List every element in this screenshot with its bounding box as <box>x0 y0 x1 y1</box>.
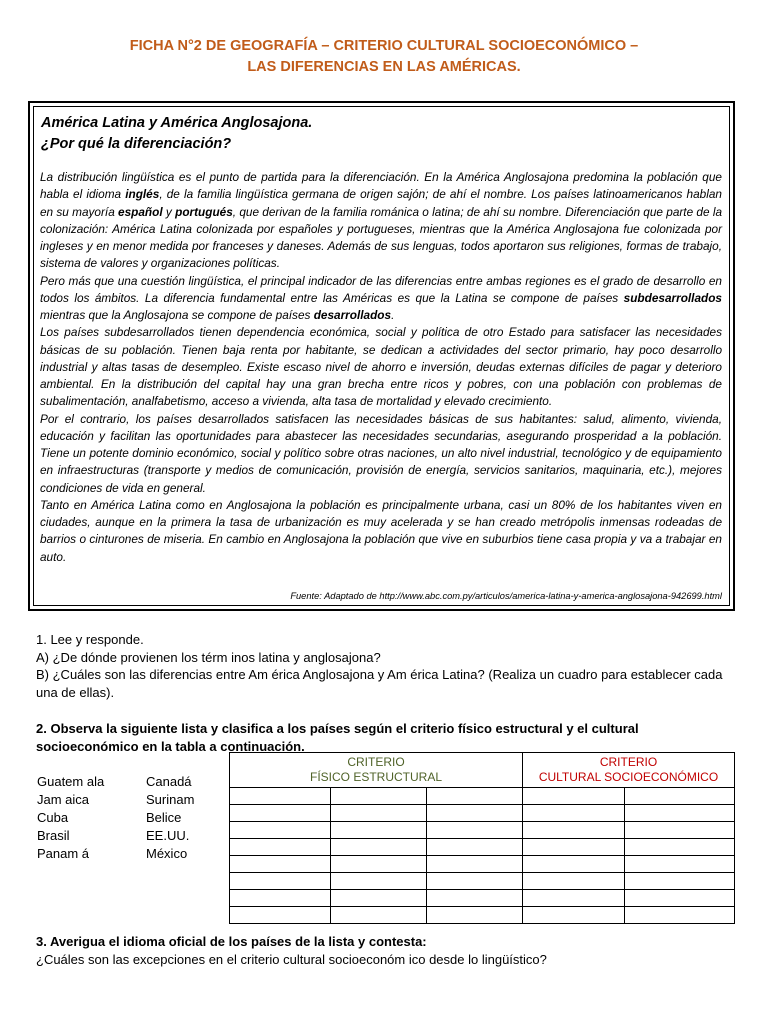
bold-term: español <box>118 204 163 219</box>
table-cell[interactable] <box>230 890 331 907</box>
reading-body <box>40 169 722 566</box>
question-1-title: 1. Lee y responde. <box>36 632 144 647</box>
text-span: , que derivan de la familia románica o latina; de ahí su nombre. Diferenciación que parte de la colonización: América Latina colonizada por españoles y portugueses, mientras que la América Anglosajona fue colonizada por ingleses y en menor medida por franceses y daneses. Además de sus lenguas, todos aportaron sus religiones, formas de trabajo, sistema de valores y organizaciones políticas. <box>40 204 723 271</box>
table-cell[interactable] <box>230 805 331 822</box>
table-cell[interactable] <box>625 856 735 873</box>
table-row <box>230 788 735 805</box>
table-row <box>230 822 735 839</box>
bold-term: subdesarrollados <box>623 290 722 305</box>
reading-paragraph-4: Por el contrario, los países desarrollados satisfacen las necesidades básicas de sus habitantes: salud, alimento, vivienda, educación y facilitan las oportunidades para abastecer las necesidades secundarias, asegurando prosperidad a la población. Tiene un potente dominio económico, social y político sobre otras naciones, un alto nivel industrial, tecnológico y de equipamiento en infraestructuras (transporte y medios de comunicación, provisión de energía, servicios sanitarios, maquinaria, etc.), mejores condiciones de vida en general. <box>40 411 722 495</box>
table-cell[interactable] <box>427 788 523 805</box>
table-cell[interactable] <box>625 788 735 805</box>
title-line-1: FICHA N°2 DE GEOGRAFÍA – CRITERIO CULTURAL SOCIOECONÓMICO – <box>129 38 639 54</box>
country-name: Canadá <box>146 774 192 789</box>
header-physical-line-2: FÍSICO ESTRUCTURAL <box>309 770 442 784</box>
table-cell[interactable] <box>427 822 523 839</box>
country-row <box>37 809 194 827</box>
table-cell[interactable] <box>523 805 625 822</box>
text-span: y <box>162 204 176 219</box>
country-row <box>37 845 194 863</box>
country-row <box>37 773 194 791</box>
header-cultural-criterion <box>523 753 735 788</box>
table-cell[interactable] <box>230 822 331 839</box>
table-cell[interactable] <box>331 907 427 924</box>
text-span: . <box>391 308 395 322</box>
table-cell[interactable] <box>331 890 427 907</box>
page-title <box>0 36 768 78</box>
table-row <box>230 890 735 907</box>
table-cell[interactable] <box>427 839 523 856</box>
country-name: Guatem ala <box>37 774 105 789</box>
reading-heading-line-2: ¿Por qué la diferenciación? <box>41 136 232 152</box>
table-cell[interactable] <box>625 890 735 907</box>
table-cell[interactable] <box>331 788 427 805</box>
question-1 <box>36 631 736 701</box>
reading-paragraph-3: Los países subdesarrollados tienen dependencia económica, social y política de otro Estado para satisfacer las necesidades básicas de su población. Tienen baja renta por habitante, se dedican a actividades del sector primario, hay poco desarrollo industrial y altas tasas de desempleo. Existe escaso nivel de ahorro e inversión, deudas externas difíciles de pagar y deterioro ambiental. En la distribución del capital hay una gran brecha entre ricos y pobres, con una población con problemas de subalimentación, analfabetismo, acceso a vivienda, alta tasa de mortalidad y elevado crecimiento. <box>40 325 722 409</box>
text-span: , de la familia lingüística germana de origen sajón; de ahí el nombre. Los países latinoamericanos hablan en su mayoría <box>40 187 722 219</box>
table-cell[interactable] <box>523 907 625 924</box>
question-3 <box>36 933 736 968</box>
classification-table <box>229 752 735 924</box>
bold-term: portugués <box>175 204 233 219</box>
country-row <box>37 827 194 845</box>
table-cell[interactable] <box>427 873 523 890</box>
table-row <box>230 856 735 873</box>
table-cell[interactable] <box>331 805 427 822</box>
source-citation: Fuente: Adaptado de http://www.abc.com.py/articulos/america-latina-y-america-anglosajona-942699.html <box>290 591 722 601</box>
question-3-title: 3. Averigua el idioma oficial de los países de la lista y contesta: <box>36 934 427 949</box>
country-name: Cuba <box>37 810 69 825</box>
text-span: La distribución lingüística es el punto de partida para la diferenciación. En la América Anglosajona predomina la población que habla el idioma <box>40 170 722 202</box>
reading-box <box>28 101 735 611</box>
header-cultural-line-2: CULTURAL SOCIOECONÓMICO <box>538 770 719 784</box>
table-cell[interactable] <box>331 839 427 856</box>
table-cell[interactable] <box>427 907 523 924</box>
table-row <box>230 839 735 856</box>
table-cell[interactable] <box>331 822 427 839</box>
country-list <box>37 773 194 863</box>
table-cell[interactable] <box>523 890 625 907</box>
question-2-title: 2. Observa la siguiente lista y clasifica a los países según el criterio físico estructural y el cultural socioeconómico en la tabla a continuación. <box>36 721 639 754</box>
reading-paragraph-2 <box>40 273 722 325</box>
table-cell[interactable] <box>427 890 523 907</box>
question-3-text: ¿Cuáles son las excepciones en el criterio cultural socioeconóm ico desde lo lingüístico? <box>36 951 547 967</box>
table-row <box>230 907 735 924</box>
question-1-b: B) ¿Cuáles son las diferencias entre Am érica Anglosajona y Am érica Latina? (Realiza un cuadro para establecer cada una de ellas). <box>36 667 723 700</box>
reading-heading-line-1: América Latina y América Anglosajona. <box>41 115 313 131</box>
table-cell[interactable] <box>523 873 625 890</box>
header-cultural-line-1: CRITERIO <box>599 755 658 769</box>
table-cell[interactable] <box>230 907 331 924</box>
country-row <box>37 791 194 809</box>
question-1-a: A) ¿De dónde provienen los térm inos latina y anglosajona? <box>36 649 381 665</box>
table-cell[interactable] <box>523 856 625 873</box>
country-name: EE.UU. <box>146 828 190 843</box>
text-span: mientras que la Anglosajona se compone de países <box>40 308 314 322</box>
bold-term: desarrollados <box>313 308 392 322</box>
table-cell[interactable] <box>230 873 331 890</box>
table-row <box>230 805 735 822</box>
country-name: Belice <box>146 810 182 825</box>
table-cell[interactable] <box>625 822 735 839</box>
table-cell[interactable] <box>523 788 625 805</box>
table-cell[interactable] <box>230 856 331 873</box>
country-name: Jam aica <box>37 792 90 807</box>
text-span: Pero más que una cuestión lingüística, el principal indicador de las diferencias entre ambas regiones es el grado de desarrollo en todos los ámbitos. La diferencia fundamental entre las Américas es que la Latina se compone de países <box>40 273 722 305</box>
table-cell[interactable] <box>523 822 625 839</box>
table-cell[interactable] <box>625 839 735 856</box>
reading-paragraph-5: Tanto en América Latina como en Anglosajona la población es principalmente urbana, casi un 80% de los habitantes viven en ciudades, aunque en la primera la tasa de urbanización es muy acelerada y se han creado metrópolis inmensas rodeadas de barrios o cinturones de miseria. En cambio en Anglosajona la población que vive en suburbios tiene casa propia y va a trabajar en auto. <box>40 497 722 564</box>
table-cell[interactable] <box>625 907 735 924</box>
table-cell[interactable] <box>427 856 523 873</box>
country-name: México <box>146 846 188 861</box>
table-cell[interactable] <box>230 839 331 856</box>
table-cell[interactable] <box>331 856 427 873</box>
reading-heading <box>41 113 312 155</box>
table-cell[interactable] <box>230 788 331 805</box>
country-name: Surinam <box>146 792 195 807</box>
header-physical-line-1: CRITERIO <box>347 755 405 769</box>
country-name: Brasil <box>37 828 70 843</box>
reading-box-inner <box>33 106 730 606</box>
bold-term: inglés <box>125 187 160 202</box>
table-cell[interactable] <box>625 805 735 822</box>
country-name: Panam á <box>37 846 90 861</box>
header-physical-criterion <box>230 753 523 788</box>
table-cell[interactable] <box>523 839 625 856</box>
table-cell[interactable] <box>331 873 427 890</box>
table-row <box>230 873 735 890</box>
reading-paragraph-1 <box>40 169 722 273</box>
title-line-2: LAS DIFERENCIAS EN LAS AMÉRICAS. <box>247 59 521 75</box>
table-cell[interactable] <box>625 873 735 890</box>
table-cell[interactable] <box>427 805 523 822</box>
